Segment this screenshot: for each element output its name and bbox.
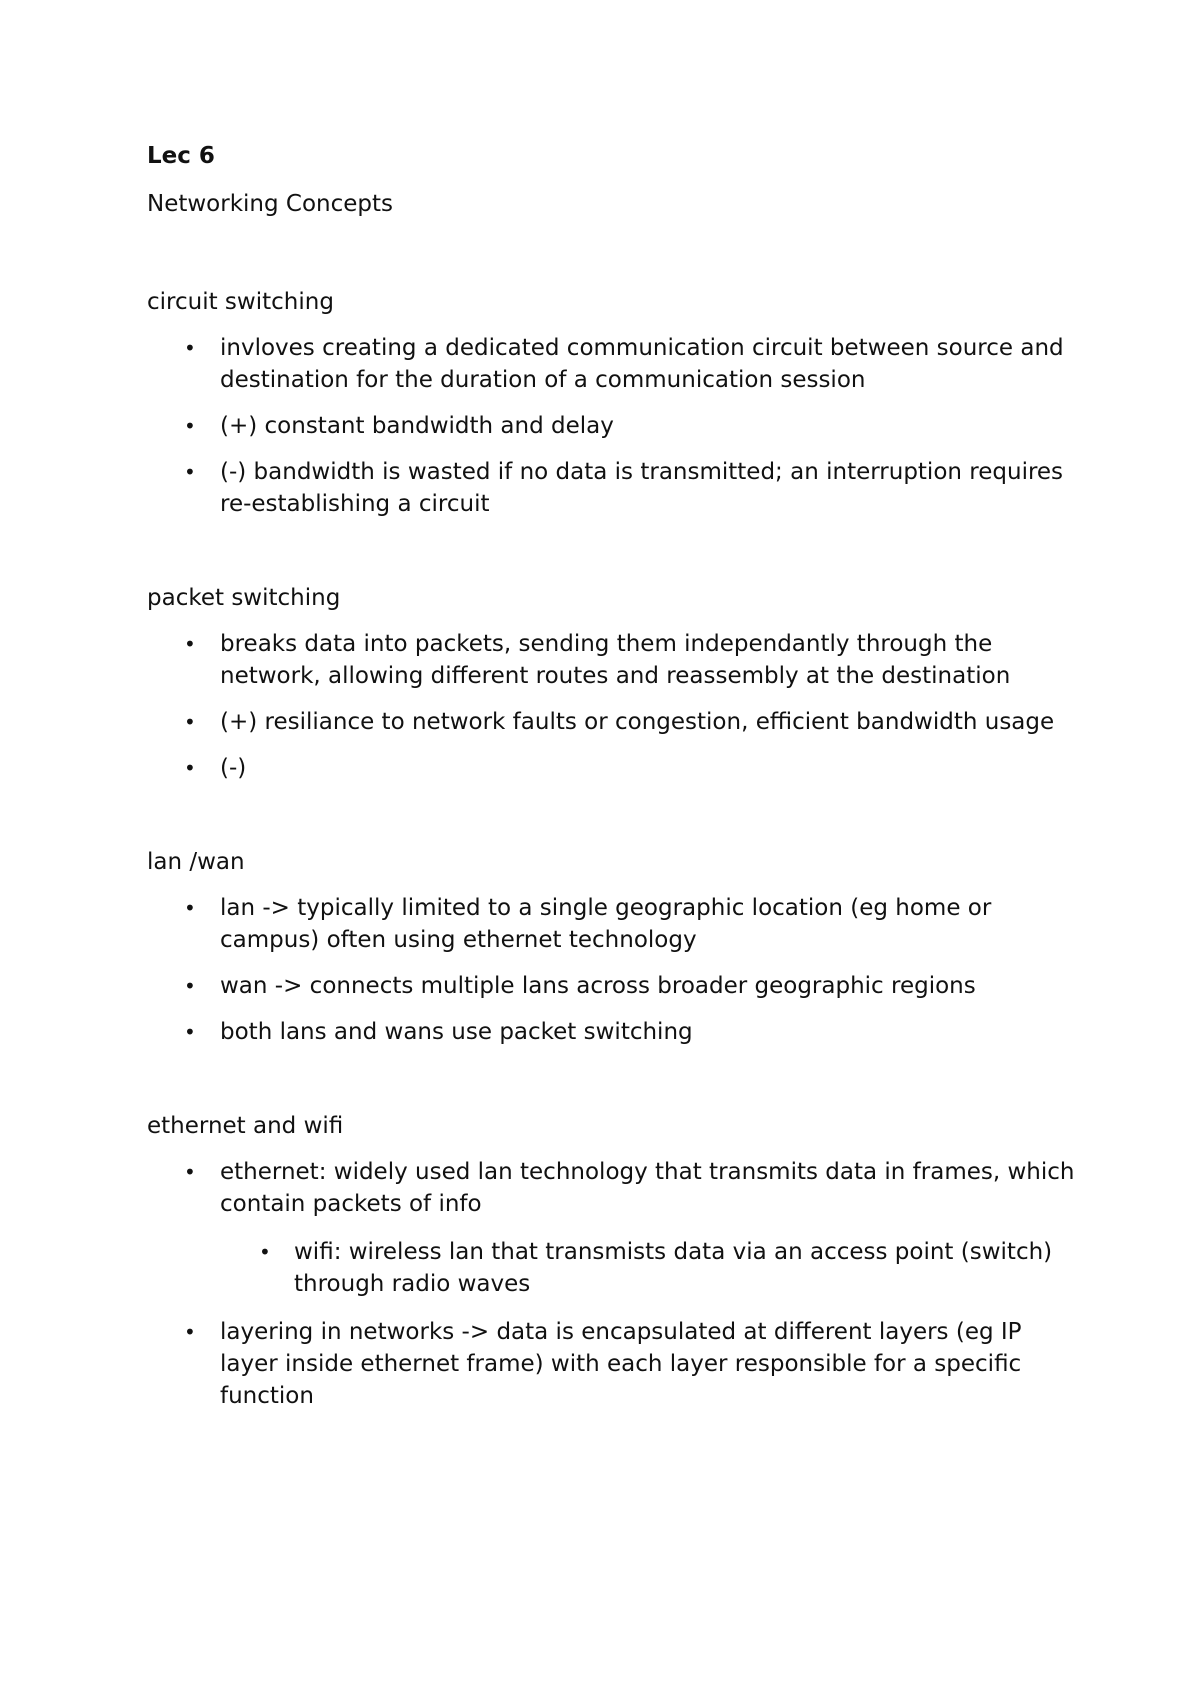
list-item <box>147 456 1077 520</box>
list-item <box>147 1156 1077 1220</box>
list-item-text: wan -> connects multiple lans across broader geographic regions <box>220 973 976 999</box>
list-item-text: (-) bandwidth is wasted if no data is transmitted; an interruption requires re-establishing a circuit <box>220 459 1064 517</box>
bullet-icon: • <box>184 710 196 734</box>
bullet-icon: • <box>184 336 196 360</box>
list-item <box>147 706 1077 738</box>
bullet-list <box>147 1156 1077 1412</box>
document-page <box>147 140 1077 1412</box>
bullet-icon: • <box>184 756 196 780</box>
list-item-text: both lans and wans use packet switching <box>220 1019 693 1045</box>
section-heading: ethernet and wifi <box>147 1113 344 1139</box>
bullet-icon: • <box>184 1160 196 1184</box>
bullet-list <box>147 628 1077 784</box>
list-item-text: ethernet: widely used lan technology that transmits data in frames, which contain packets of info <box>220 1159 1075 1217</box>
section-heading: circuit switching <box>147 289 334 315</box>
list-item <box>147 628 1077 692</box>
list-item-text: (+) constant bandwidth and delay <box>220 413 614 439</box>
list-item-text: invloves creating a dedicated communication circuit between source and destination for the duration of a communication session <box>220 335 1064 393</box>
list-item-text: lan -> typically limited to a single geographic location (eg home or campus) often using ethernet technology <box>220 895 992 953</box>
bullet-icon: • <box>184 974 196 998</box>
page-title: Lec 6 <box>147 143 215 169</box>
section-heading: packet switching <box>147 585 341 611</box>
bullet-icon: • <box>259 1240 271 1264</box>
list-item-text: layering in networks -> data is encapsulated at different layers (eg IP layer inside ethernet frame) with each layer responsible for a specific function <box>220 1319 1022 1409</box>
list-item <box>147 410 1077 442</box>
list-item-text: wifi: wireless lan that transmists data via an access point (switch) through radio waves <box>294 1239 1053 1297</box>
section-packet-switching <box>147 582 1077 784</box>
bullet-list <box>147 892 1077 1048</box>
section-ethernet-wifi <box>147 1110 1077 1412</box>
list-item <box>147 1316 1077 1412</box>
page-subtitle: Networking Concepts <box>147 191 394 217</box>
bullet-icon: • <box>184 632 196 656</box>
list-item <box>147 1016 1077 1048</box>
list-item <box>147 970 1077 1002</box>
bullet-icon: • <box>184 460 196 484</box>
section-heading: lan /wan <box>147 849 245 875</box>
list-item <box>147 892 1077 956</box>
list-item-text: (-) <box>220 755 247 781</box>
list-item-nested <box>147 1236 1077 1300</box>
list-item-text: breaks data into packets, sending them independantly through the network, allowing different routes and reassembly at the destination <box>220 631 1011 689</box>
list-item <box>147 332 1077 396</box>
bullet-icon: • <box>184 896 196 920</box>
list-item-text: (+) resiliance to network faults or congestion, efficient bandwidth usage <box>220 709 1055 735</box>
section-circuit-switching <box>147 286 1077 520</box>
section-lan-wan <box>147 846 1077 1048</box>
bullet-list <box>147 332 1077 520</box>
list-item <box>147 752 1077 784</box>
bullet-icon: • <box>184 1020 196 1044</box>
bullet-icon: • <box>184 414 196 438</box>
bullet-icon: • <box>184 1320 196 1344</box>
